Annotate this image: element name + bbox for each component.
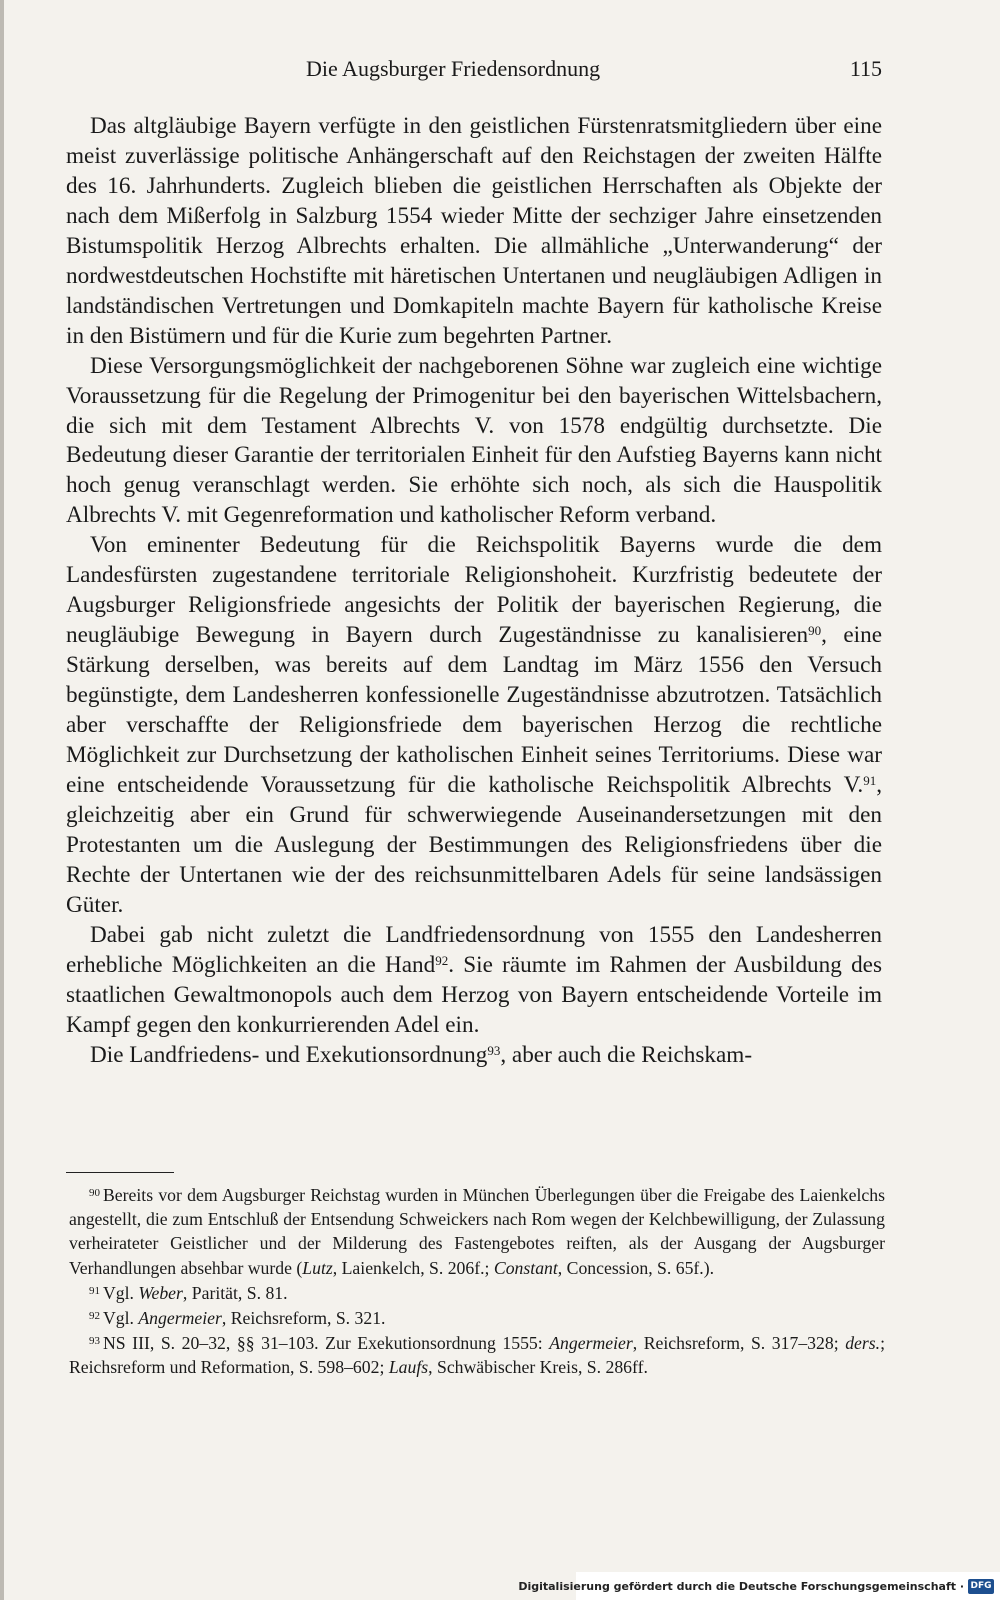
text-span: , eine Stärkung derselben, was bereits auf dem Landtag im März 1556 den Versuch begünstigte, dem Landesherren konfessionelle Zugeständnisse abzutrotzen. Tatsächlich aber verschaffte der Religionsfriede dem bayerischen Herzog die rechtliche Möglichkeit zur Durchsetzung der katholischen Einheit seines Territoriums. Diese war eine entscheidende Voraussetzung für die katholische Reichspolitik Albrechts V. (66, 622, 883, 798)
footnotes (69, 1183, 885, 1381)
dfg-logo-icon[interactable]: DFG (968, 1579, 994, 1594)
footnote-92 (69, 1306, 885, 1330)
footnote-91 (69, 1281, 885, 1305)
fn-text: Vgl. (103, 1282, 139, 1303)
fn-author: ders. (845, 1333, 881, 1354)
text-span: , aber auch die Reichskam- (500, 1041, 753, 1068)
fn-text: , Schwäbischer Kreis, S. 286ff. (428, 1357, 648, 1378)
fn-text: , Concession, S. 65f.). (557, 1257, 715, 1278)
paragraph-3 (66, 531, 882, 920)
paragraph-1: Das altgläubige Bayern verfügte in den geistlichen Fürstenratsmitgliedern über eine meist zuverlässige politische Anhängerschaft auf den Reichstagen der zweiten Hälfte des 16. Jahrhunderts. Zugleich blieben die geistlichen Herrschaften als Objekte der nach dem Mißerfolg in Salzburg 1554 wieder Mitte der sechziger Jahre einsetzenden Bistumspolitik Herzog Albrechts erhalten. Die allmähliche „Unterwanderung“ der nordwestdeutschen Hochstifte mit häretischen Untertanen und neugläubigen Adligen in landständischen Vertretungen und Domkapiteln machte Bayern für katholische Kreise in den Bistümern und für die Kurie zum begehrten Partner. (66, 113, 882, 349)
running-header (66, 56, 882, 86)
footnote-ref-93[interactable]: 93 (487, 1042, 501, 1058)
footnote-number: 92 (89, 1310, 100, 1323)
fn-author: Angermeier (549, 1333, 633, 1354)
page-edge-shadow (0, 0, 4, 1600)
paragraph-2: Diese Versorgungsmöglichkeit der nachgeborenen Söhne war zugleich eine wichtige Voraussetzung für die Regelung der Primogenitur bei den bayerischen Wittelsbachern, die sich mit dem Testament Albrechts V. von 1578 endgültig durchsetzte. Die Bedeutung dieser Garantie der territorialen Einheit für den Aufstieg Bayerns kann nicht hoch genug veranschlagt werden. Sie erhöhte sich noch, als sich die Hauspolitik Albrechts V. mit Gegenreformation und katholischer Reform verband. (66, 352, 882, 529)
fn-author: Weber (138, 1282, 183, 1303)
fn-text: , Reichsreform, S. 321. (221, 1308, 386, 1329)
fn-author: Angermeier (138, 1308, 222, 1329)
text-span: . Sie räumte im Rahmen der Ausbildung des staatlichen Gewaltmonopols auch dem Herzog von Bayern entscheidende Vorteile im Kampf gegen den konkurrierenden Adel ein. (66, 951, 882, 1038)
page-number: 115 (849, 56, 882, 81)
paragraph-4 (66, 921, 882, 1041)
fn-author: Laufs (388, 1357, 429, 1378)
fn-author: Lutz (302, 1257, 333, 1278)
body-text (66, 112, 882, 1071)
paragraph-5 (66, 1041, 882, 1071)
footnote-number: 91 (89, 1284, 100, 1297)
fn-text: Vgl. (103, 1308, 139, 1329)
footnote-number: 90 (89, 1187, 100, 1200)
running-title: Die Augsburger Friedensordnung (306, 56, 601, 81)
text-span: Dabei gab nicht zuletzt die Landfriedensordnung von 1555 den Landesherren erhebliche Möglichkeiten an die Hand (66, 921, 882, 978)
text-span: Die Landfriedens- und Exekutionsordnung (90, 1041, 488, 1068)
fn-text: , Laienkelch, S. 206f.; (332, 1257, 494, 1278)
fn-text: , Parität, S. 81. (182, 1282, 288, 1303)
fn-text: , Reichsreform, S. 317–328; (632, 1333, 846, 1354)
digitization-footer (518, 1572, 1000, 1600)
fn-author: Constant (493, 1257, 558, 1278)
text-span: , gleichzeitig aber ein Grund für schwerwiegende Auseinandersetzungen mit den Protestanten um die Auslegung der Bestimmungen des Religionsfriedens über die Rechte der Untertanen wie der des reichsunmittelbaren Adels für seine landsässigen Güter. (66, 771, 882, 918)
footnote-93 (69, 1331, 885, 1379)
text-span: Von eminenter Bedeutung für die Reichspolitik Bayerns wurde die dem Landesfürsten zugestandene territoriale Religionshoheit. Kurzfristig bedeutete der Augsburger Religionsfriede angesichts der Politik der bayerischen Regierung, die neugläubige Bewegung in Bayern durch Zugeständnisse zu kanalisieren (66, 532, 882, 649)
funding-credit: Digitalisierung gefördert durch die Deutsche Forschungsgemeinschaft · (518, 1580, 964, 1593)
footnote-number: 93 (89, 1335, 100, 1348)
fn-text: Bereits vor dem Augsburger Reichstag wurden in München Überlegungen über die Freigabe des Laienkelchs angestellt, die zum Entschluß der Entsendung Schweickers nach Rom wegen der Kelchbewilligung, der Zulassung verheirateter Geistlicher und der Milderung des Fastengebotes reiften, als der Ausgang der Augsburger Verhandlungen absehbar wurde ( (69, 1185, 885, 1278)
footnote-90 (69, 1183, 885, 1280)
footnote-ref-92[interactable]: 92 (435, 952, 449, 968)
footnote-separator (66, 1172, 174, 1173)
footnote-ref-91[interactable]: 91 (863, 772, 877, 788)
footnote-ref-90[interactable]: 90 (808, 623, 822, 639)
fn-text: ; Reichsreform und Reformation, S. 598–602; (69, 1333, 885, 1378)
fn-text: NS III, S. 20–32, §§ 31–103. Zur Exekutionsordnung 1555: (103, 1333, 550, 1354)
